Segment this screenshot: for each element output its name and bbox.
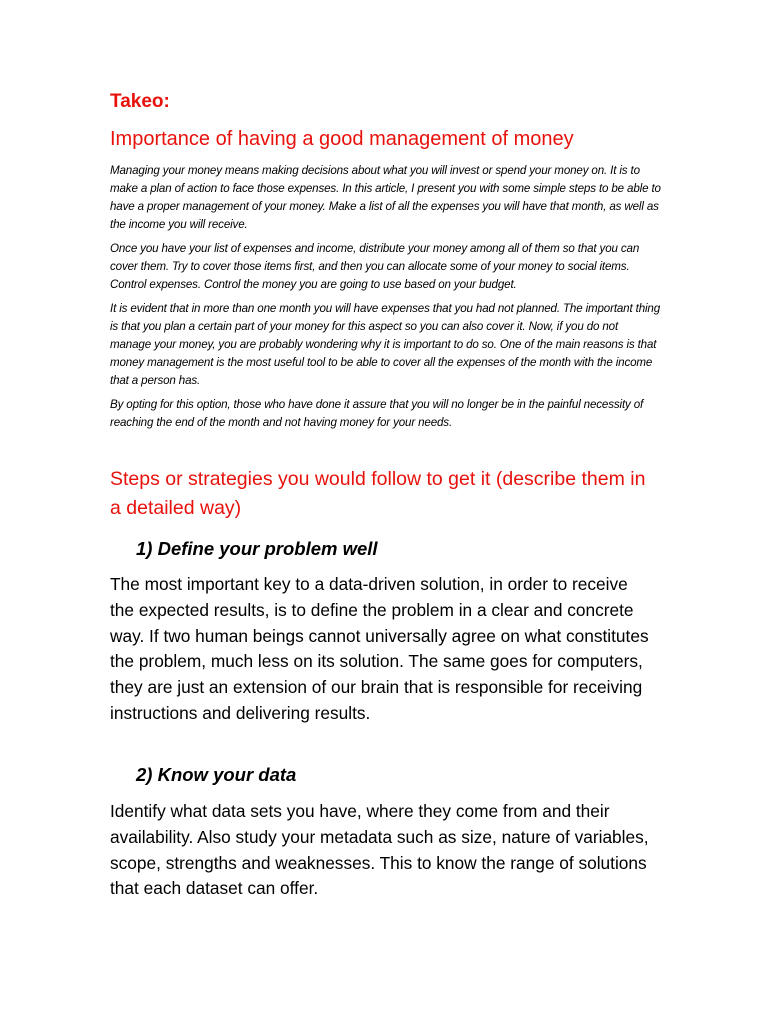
- intro-paragraph: Managing your money means making decisions about what you will invest or spend your money on. It is to make a plan of action to face those expenses. In this article, I present you with some simple steps to be able to have a proper management of your money. Make a list of all the expenses you will have that month, as well as the income you will receive.: [110, 164, 661, 231]
- step-1-heading: 1) Define your problem well: [136, 538, 378, 559]
- intro-paragraph: By opting for this option, those who have done it assure that you will no longer be in the painful necessity of reaching the end of the month and not having money for your needs.: [110, 398, 644, 429]
- author-name: Takeo:: [110, 91, 170, 112]
- step-2-body: Identify what data sets you have, where they come from and their availability. Also study your metadata such as size, nature of variables, scope, strengths and weaknesses. This to know the range of solutions that each dataset can offer.: [110, 801, 649, 899]
- step-2-heading: 2) Know your data: [136, 764, 297, 785]
- intro-section: [110, 162, 662, 438]
- intro-paragraph: It is evident that in more than one month you will have expenses that you had not planned. The important thing is that you plan a certain part of your money for this aspect so you can also cover it. Now, if you do not manage your money, you are probably wondering why it is important to do so. One of the main reasons is that money management is the most useful tool to be able to cover all the expenses of the month with the income that a person has.: [110, 302, 661, 387]
- steps-section-title: Steps or strategies you would follow to get it (describe them in a detailed way): [110, 468, 646, 519]
- document-title: Importance of having a good management of money: [110, 128, 574, 150]
- intro-paragraph: Once you have your list of expenses and income, distribute your money among all of them so that you can cover them. Try to cover those items first, and then you can allocate some of your money to social items. Control expenses. Control the money you are going to use based on your budget.: [110, 242, 640, 291]
- step-1-body: The most important key to a data-driven solution, in order to receive the expected results, is to define the problem in a clear and concrete way. If two human beings cannot universally agree on what constitutes the problem, much less on its solution. The same goes for computers, they are just an extension of our brain that is responsible for receiving instructions and delivering results.: [110, 574, 649, 723]
